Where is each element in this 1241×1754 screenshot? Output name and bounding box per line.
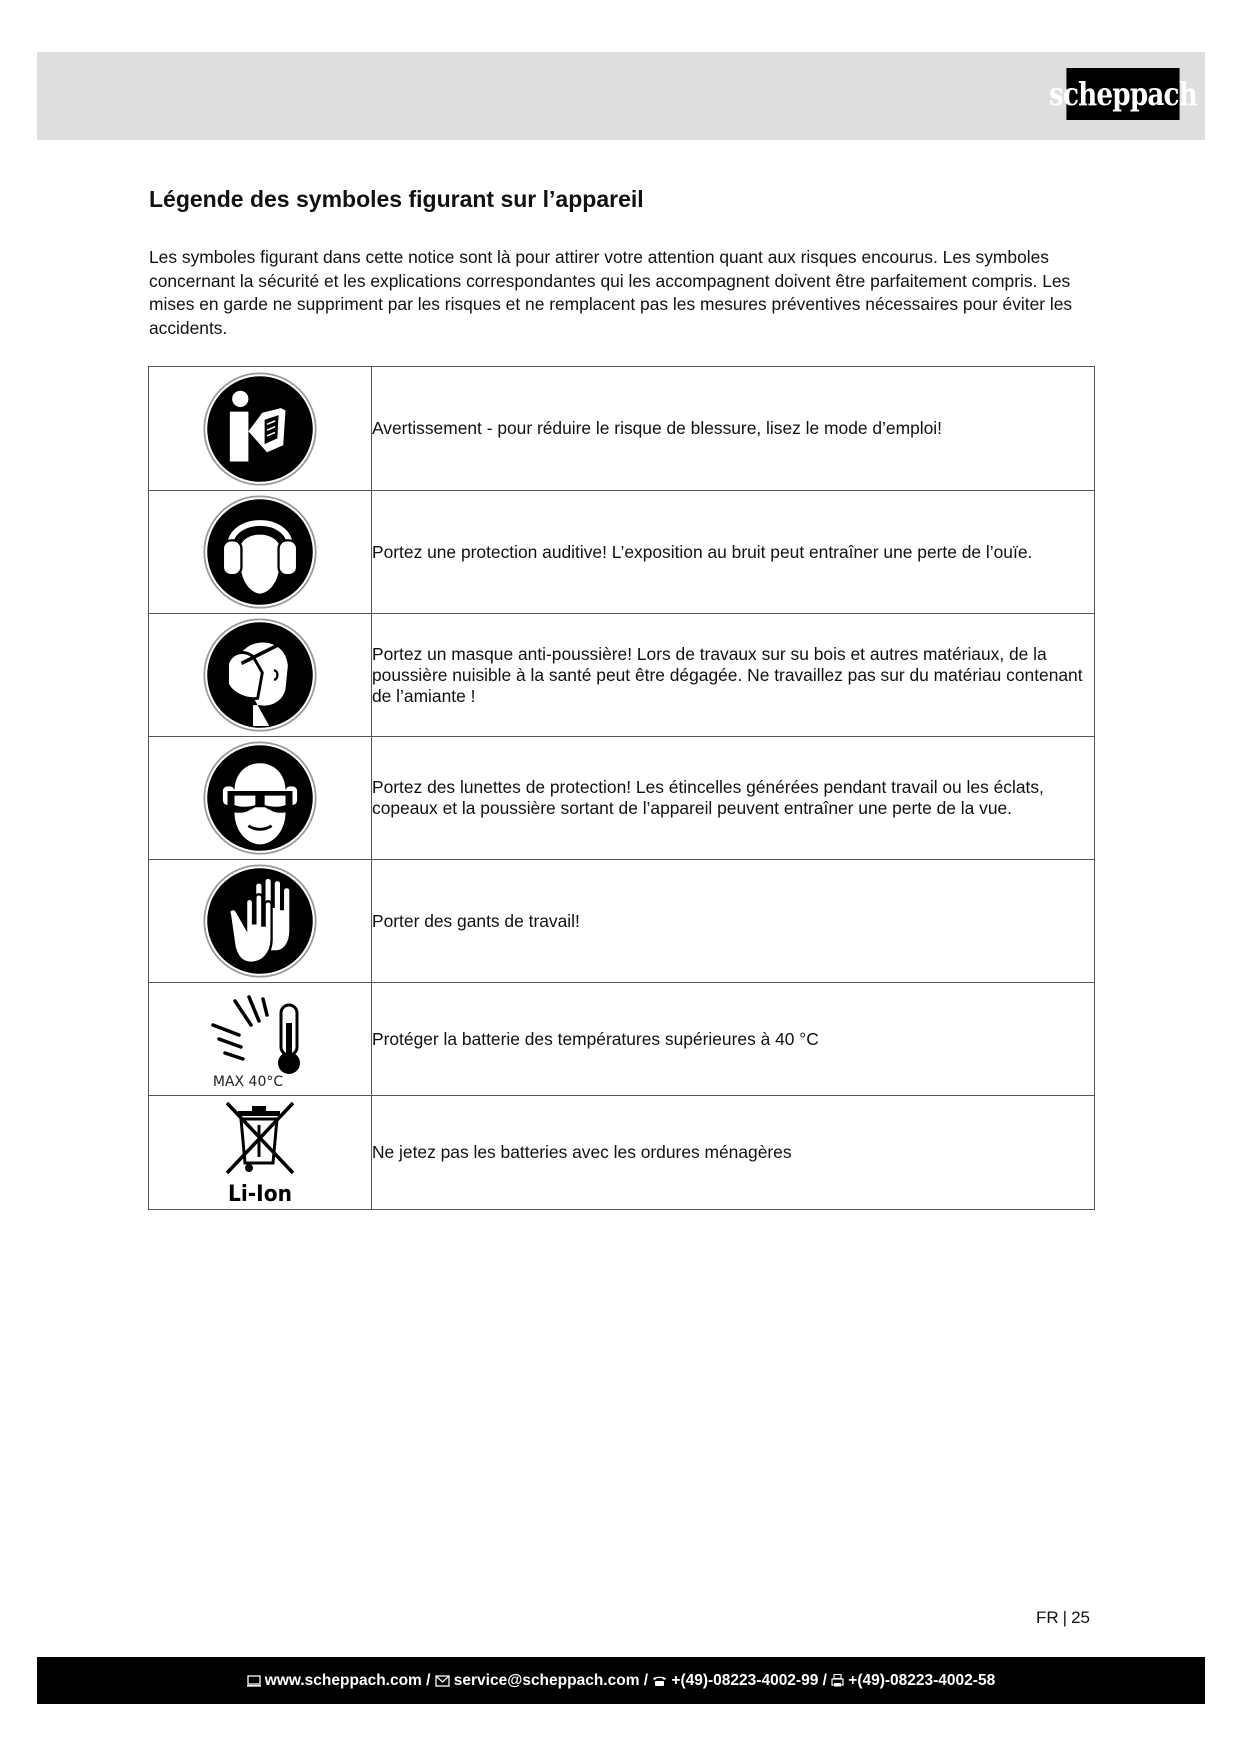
table-row: [149, 614, 1095, 737]
max-temperature-icon: [205, 989, 315, 1089]
icon-cell: [149, 737, 372, 860]
footer-website[interactable]: www.scheppach.com: [264, 1671, 422, 1689]
hearing-protection-icon: [202, 494, 318, 610]
fax-icon: [831, 1674, 844, 1687]
symbol-description: Protéger la batterie des températures supérieures à 40 °C: [372, 983, 1095, 1096]
work-gloves-icon: [202, 863, 318, 979]
footer-separator: /: [421, 1671, 435, 1689]
footer-separator: /: [639, 1671, 653, 1689]
dust-mask-icon: [202, 617, 318, 733]
intro-paragraph: Les symboles figurant dans cette notice sont là pour attirer votre attention quant aux risques encourus. Les symboles concernant la sécurité et les explications correspondantes qui les accompagnent doivent être parfaitement compris. Les mises en garde ne suppriment par les risques et ne remplacent pas les mesures préventives nécessaires pour éviter les accidents.: [149, 247, 1073, 338]
icon-cell: [149, 860, 372, 983]
page-index: 25: [1071, 1608, 1091, 1627]
symbol-description: Portez un masque anti-poussière! Lors de travaux sur su bois et autres matériaux, de la poussière nuisible à la santé peut être dégagée. Ne travaillez pas sur du matériau contenant de l’amiante !: [372, 614, 1095, 737]
no-household-waste-icon: [205, 1099, 315, 1207]
icon-cell: [149, 1096, 372, 1210]
page-title: Légende des symboles figurant sur l’appareil: [149, 186, 644, 212]
footer-email[interactable]: service@scheppach.com: [453, 1671, 640, 1689]
brand-logo: scheppach: [1066, 68, 1179, 120]
phone-icon: [652, 1675, 667, 1687]
icon-cell: [149, 367, 372, 491]
icon-cell: [149, 491, 372, 614]
symbol-description: Porter des gants de travail!: [372, 860, 1095, 983]
symbols-table: [148, 366, 1095, 1210]
safety-goggles-icon: [202, 740, 318, 856]
page-number: FR | 25: [1036, 1608, 1091, 1627]
header-band: [37, 52, 1205, 140]
symbol-description: Portez des lunettes de protection! Les étincelles générées pendant travail ou les éclats, copeaux et la poussière sortant de l’appareil peuvent entraîner une perte de la vue.: [372, 737, 1095, 860]
table-row: [149, 737, 1095, 860]
computer-icon: [247, 1675, 261, 1687]
icon-cell: [149, 614, 372, 737]
email-icon: [435, 1675, 450, 1687]
read-manual-icon: [202, 371, 318, 487]
symbol-description: Ne jetez pas les batteries avec les ordures ménagères: [372, 1096, 1095, 1210]
table-row: [149, 860, 1095, 983]
icon-cell: [149, 983, 372, 1096]
max-temperature-label: MAX 40°C: [212, 1074, 284, 1089]
table-row: [149, 491, 1095, 614]
footer-phone: +(49)-08223-4002-99: [671, 1671, 819, 1689]
table-row: [149, 367, 1095, 491]
footer-bar: [37, 1657, 1205, 1704]
table-row: [149, 983, 1095, 1096]
page-language: FR: [1036, 1608, 1059, 1627]
footer-fax: +(49)-08223-4002-58: [848, 1671, 996, 1689]
symbol-description: Avertissement - pour réduire le risque de blessure, lisez le mode d’emploi!: [372, 367, 1095, 491]
table-row: [149, 1096, 1095, 1210]
symbol-description: Portez une protection auditive! L’exposition au bruit peut entraîner une perte de l’ouïe.: [372, 491, 1095, 614]
li-ion-label: Li-Ion: [227, 1179, 293, 1206]
footer-separator: /: [818, 1671, 832, 1689]
